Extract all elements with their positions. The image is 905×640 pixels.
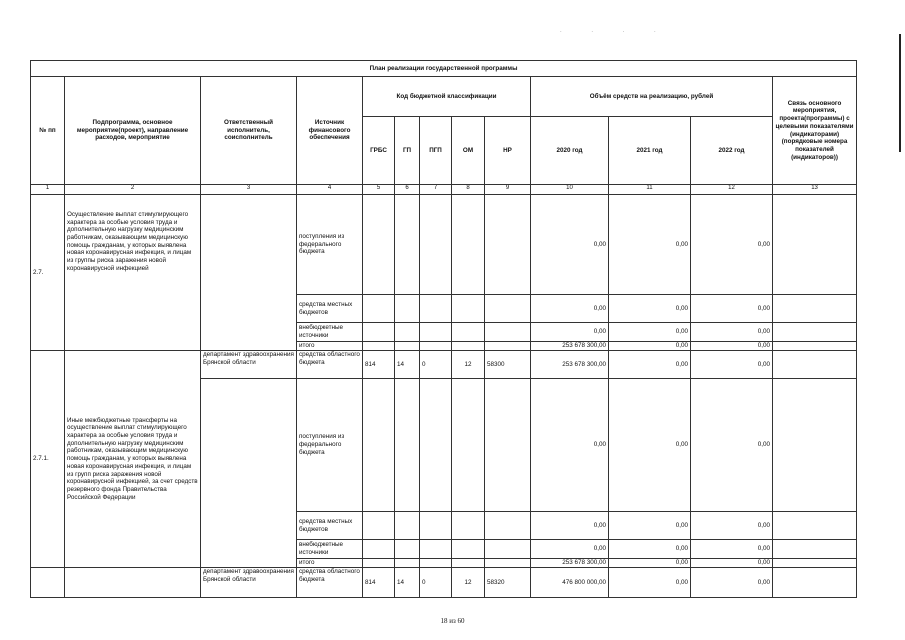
source-cell: внебюджетные источники <box>297 540 363 559</box>
value-2020: 0,00 <box>531 540 609 559</box>
value-2020: 253 678 300,00 <box>531 559 609 568</box>
np-cell: 58300 <box>485 351 531 379</box>
value-2020: 0,00 <box>531 295 609 323</box>
value-2022: 0,00 <box>691 559 773 568</box>
col-number: 13 <box>773 185 857 195</box>
gp-cell: 14 <box>395 568 420 598</box>
header-subprogram: Подпрограмма, основное мероприятие(проект), направление расходов, мероприятие <box>65 77 201 185</box>
gp-cell: 14 <box>395 351 420 379</box>
pgp-cell: 0 <box>420 568 452 598</box>
source-cell: средства областного бюджета <box>297 351 363 379</box>
value-2022: 0,00 <box>691 379 773 512</box>
grbs-cell: 814 <box>363 351 395 379</box>
source-cell: поступления из федерального бюджета <box>297 195 363 295</box>
table-row <box>31 195 857 295</box>
header-responsible: Ответственный исполнитель, соисполнитель <box>201 77 297 185</box>
responsible-cell: департамент здравоохранения Брянской области <box>201 351 297 379</box>
value-2021: 0,00 <box>609 559 691 568</box>
table-row <box>31 568 857 598</box>
value-2021: 0,00 <box>609 512 691 540</box>
source-cell: средства местных бюджетов <box>297 512 363 540</box>
value-2021: 0,00 <box>609 540 691 559</box>
header-budget-code: Код бюджетной классификации <box>363 77 531 117</box>
col-number: 10 <box>531 185 609 195</box>
value-2020: 0,00 <box>531 379 609 512</box>
col-number: 5 <box>363 185 395 195</box>
om-cell: 12 <box>452 351 485 379</box>
value-2022: 0,00 <box>691 323 773 342</box>
value-2020: 0,00 <box>531 323 609 342</box>
measure-name: Иные межбюджетные трансферты на осуществление выплат стимулирующего характера за особые условия труда и дополнительную нагрузку медицинским работникам, оказывающим медицинскую помощь гражданам, у которых выявлена новая коронавирусная инфекция, и лицам из групп риска заражения новой коронавирусной инфекцией, за счет средств резервного фонда Правительства Российской Федерации <box>65 351 201 568</box>
value-2022: 0,00 <box>691 295 773 323</box>
value-2022: 0,00 <box>691 512 773 540</box>
col-number: 3 <box>201 185 297 195</box>
source-cell: средства областного бюджета <box>297 568 363 598</box>
table-title: План реализации государственной программы <box>31 61 857 77</box>
source-cell: внебюджетные источники <box>297 323 363 342</box>
col-number: 11 <box>609 185 691 195</box>
responsible-cell <box>201 195 297 351</box>
col-number: 12 <box>691 185 773 195</box>
scan-edge-mark <box>899 34 901 152</box>
column-numbers-row <box>31 185 857 195</box>
header-2021: 2021 год <box>609 117 691 185</box>
col-number: 8 <box>452 185 485 195</box>
header-link: Связь основного мероприятия, проекта(программы) с целевыми показателями (индикаторами) (порядковые номера показателей (индикаторов)) <box>773 77 857 185</box>
value-2020: 476 800 000,00 <box>531 568 609 598</box>
header-om: ОМ <box>452 117 485 185</box>
row-number: 2.7. <box>31 195 65 351</box>
value-2021: 0,00 <box>609 379 691 512</box>
col-number: 1 <box>31 185 65 195</box>
value-2022: 0,00 <box>691 540 773 559</box>
responsible-cell <box>201 379 297 568</box>
header-gp: ГП <box>395 117 420 185</box>
document-sheet <box>30 60 856 598</box>
np-cell: 58320 <box>485 568 531 598</box>
col-number: 7 <box>420 185 452 195</box>
header-source: Источник финансового обеспечения <box>297 77 363 185</box>
page-number: 18 из 60 <box>440 617 465 625</box>
value-2020: 0,00 <box>531 512 609 540</box>
value-2021: 0,00 <box>609 295 691 323</box>
value-2020: 0,00 <box>531 195 609 295</box>
header-grbs: ГРБС <box>363 117 395 185</box>
col-number: 6 <box>395 185 420 195</box>
header-2020: 2020 год <box>531 117 609 185</box>
header-volume: Объём средств на реализацию, рублей <box>531 77 773 117</box>
pgp-cell: 0 <box>420 351 452 379</box>
value-2021: 0,00 <box>609 323 691 342</box>
header-npp: № пп <box>31 77 65 185</box>
value-2021: 0,00 <box>609 195 691 295</box>
header-pgp: ПГП <box>420 117 452 185</box>
col-number: 2 <box>65 185 201 195</box>
source-cell: поступления из федерального бюджета <box>297 379 363 512</box>
value-2021: 0,00 <box>609 568 691 598</box>
scan-noise: . . . . <box>560 28 670 34</box>
value-2021: 0,00 <box>609 351 691 379</box>
header-np: НР <box>485 117 531 185</box>
source-cell: средства местных бюджетов <box>297 295 363 323</box>
col-number: 4 <box>297 185 363 195</box>
grbs-cell: 814 <box>363 568 395 598</box>
value-2022: 0,00 <box>691 351 773 379</box>
value-2022: 0,00 <box>691 342 773 351</box>
value-2020: 253 678 300,00 <box>531 351 609 379</box>
table-row <box>31 351 857 379</box>
program-plan-table <box>30 60 857 598</box>
value-2022: 0,00 <box>691 195 773 295</box>
value-2020: 253 678 300,00 <box>531 342 609 351</box>
source-cell: итого <box>297 559 363 568</box>
om-cell: 12 <box>452 568 485 598</box>
responsible-cell: департамент здравоохранения Брянской области <box>201 568 297 598</box>
measure-name: Осуществление выплат стимулирующего характера за особые условия труда и дополнительную нагрузку медицинским работникам, оказывающим медицинскую помощь гражданам, у которых выявлена новая коронавирусная инфекция, и лицам из группы риска заражения новой коронавирусной инфекцией <box>65 195 201 351</box>
value-2022: 0,00 <box>691 568 773 598</box>
value-2021: 0,00 <box>609 342 691 351</box>
row-number: 2.7.1. <box>31 351 65 568</box>
header-2022: 2022 год <box>691 117 773 185</box>
source-cell: итого <box>297 342 363 351</box>
col-number: 9 <box>485 185 531 195</box>
